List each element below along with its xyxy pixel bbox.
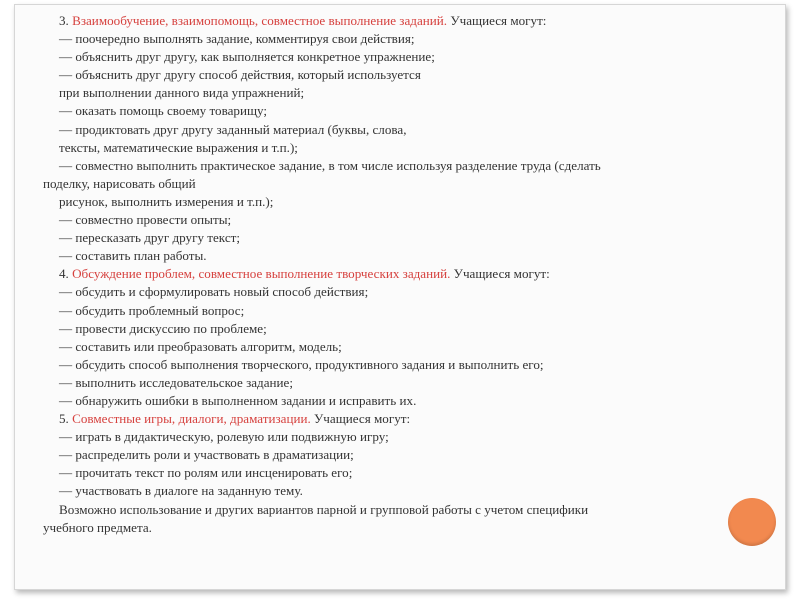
text-line: Возможно использование и других вариантов парной и групповой работы с учетом специфики	[59, 501, 589, 517]
text-line: при выполнении данного вида упражнений;	[59, 85, 305, 101]
text-line: — обнаружить ошибки в выполненном задании и исправить их.	[59, 392, 417, 408]
slide-text	[43, 12, 723, 537]
text-line: — обсудить и сформулировать новый способ действия;	[59, 284, 369, 300]
section-heading: Обсуждение проблем, совместное выполнение творческих заданий.	[72, 266, 451, 282]
section-heading-suffix: Учащиеся могут:	[310, 411, 411, 427]
text-line: — распределить роли и участвовать в драматизации;	[59, 447, 354, 463]
section-3-heading-line	[43, 12, 723, 30]
section-number: 3.	[59, 13, 73, 28]
text-line: — обсудить способ выполнения творческого, продуктивного задания и выполнить его;	[59, 356, 544, 372]
section-4-heading-line	[43, 265, 723, 283]
text-line: учебного предмета.	[43, 519, 152, 535]
text-line: поделку, нарисовать общий	[43, 175, 196, 191]
text-line: — прочитать текст по ролям или инсценировать его;	[59, 465, 353, 481]
section-heading: Взаимообучение, взаимопомощь, совместное выполнение заданий.	[72, 13, 448, 28]
text-line: — пересказать друг другу текст;	[59, 230, 241, 246]
text-line: — обсудить проблемный вопрос;	[59, 302, 245, 318]
slide	[14, 4, 786, 590]
text-line: — провести дискуссию по проблеме;	[59, 320, 267, 336]
text-line: — составить или преобразовать алгоритм, модель;	[59, 338, 342, 354]
text-line: — участвовать в диалоге на заданную тему.	[59, 483, 303, 499]
text-line: — совместно провести опыты;	[59, 212, 232, 228]
text-line: — объяснить друг другу, как выполняется конкретное упражнение;	[59, 49, 435, 65]
section-number: 5.	[59, 411, 73, 427]
text-line: рисунок, выполнить измерения и т.п.);	[59, 193, 274, 209]
text-line: — объяснить друг другу способ действия, который используется	[59, 67, 421, 83]
text-line: — поочередно выполнять задание, комментируя свои действия;	[59, 31, 415, 47]
text-line: — продиктовать друг другу заданный материал (буквы, слова,	[59, 121, 407, 137]
section-5-heading-line	[43, 410, 723, 428]
text-line: — совместно выполнить практическое задание, в том числе используя разделение труда (сделать	[59, 157, 601, 173]
section-heading: Совместные игры, диалоги, драматизации.	[72, 411, 311, 427]
text-line: — выполнить исследовательское задание;	[59, 374, 293, 390]
section-number: 4.	[59, 266, 73, 282]
decorative-circle	[728, 498, 776, 546]
text-line: — играть в дидактическую, ролевую или подвижную игру;	[59, 429, 389, 445]
text-line: — оказать помощь своему товарищу;	[59, 103, 268, 119]
section-heading-suffix: Учащиеся могут:	[447, 13, 547, 28]
text-line: тексты, математические выражения и т.п.);	[59, 139, 298, 155]
section-heading-suffix: Учащиеся могут:	[450, 266, 550, 282]
text-line: — составить план работы.	[59, 248, 207, 264]
